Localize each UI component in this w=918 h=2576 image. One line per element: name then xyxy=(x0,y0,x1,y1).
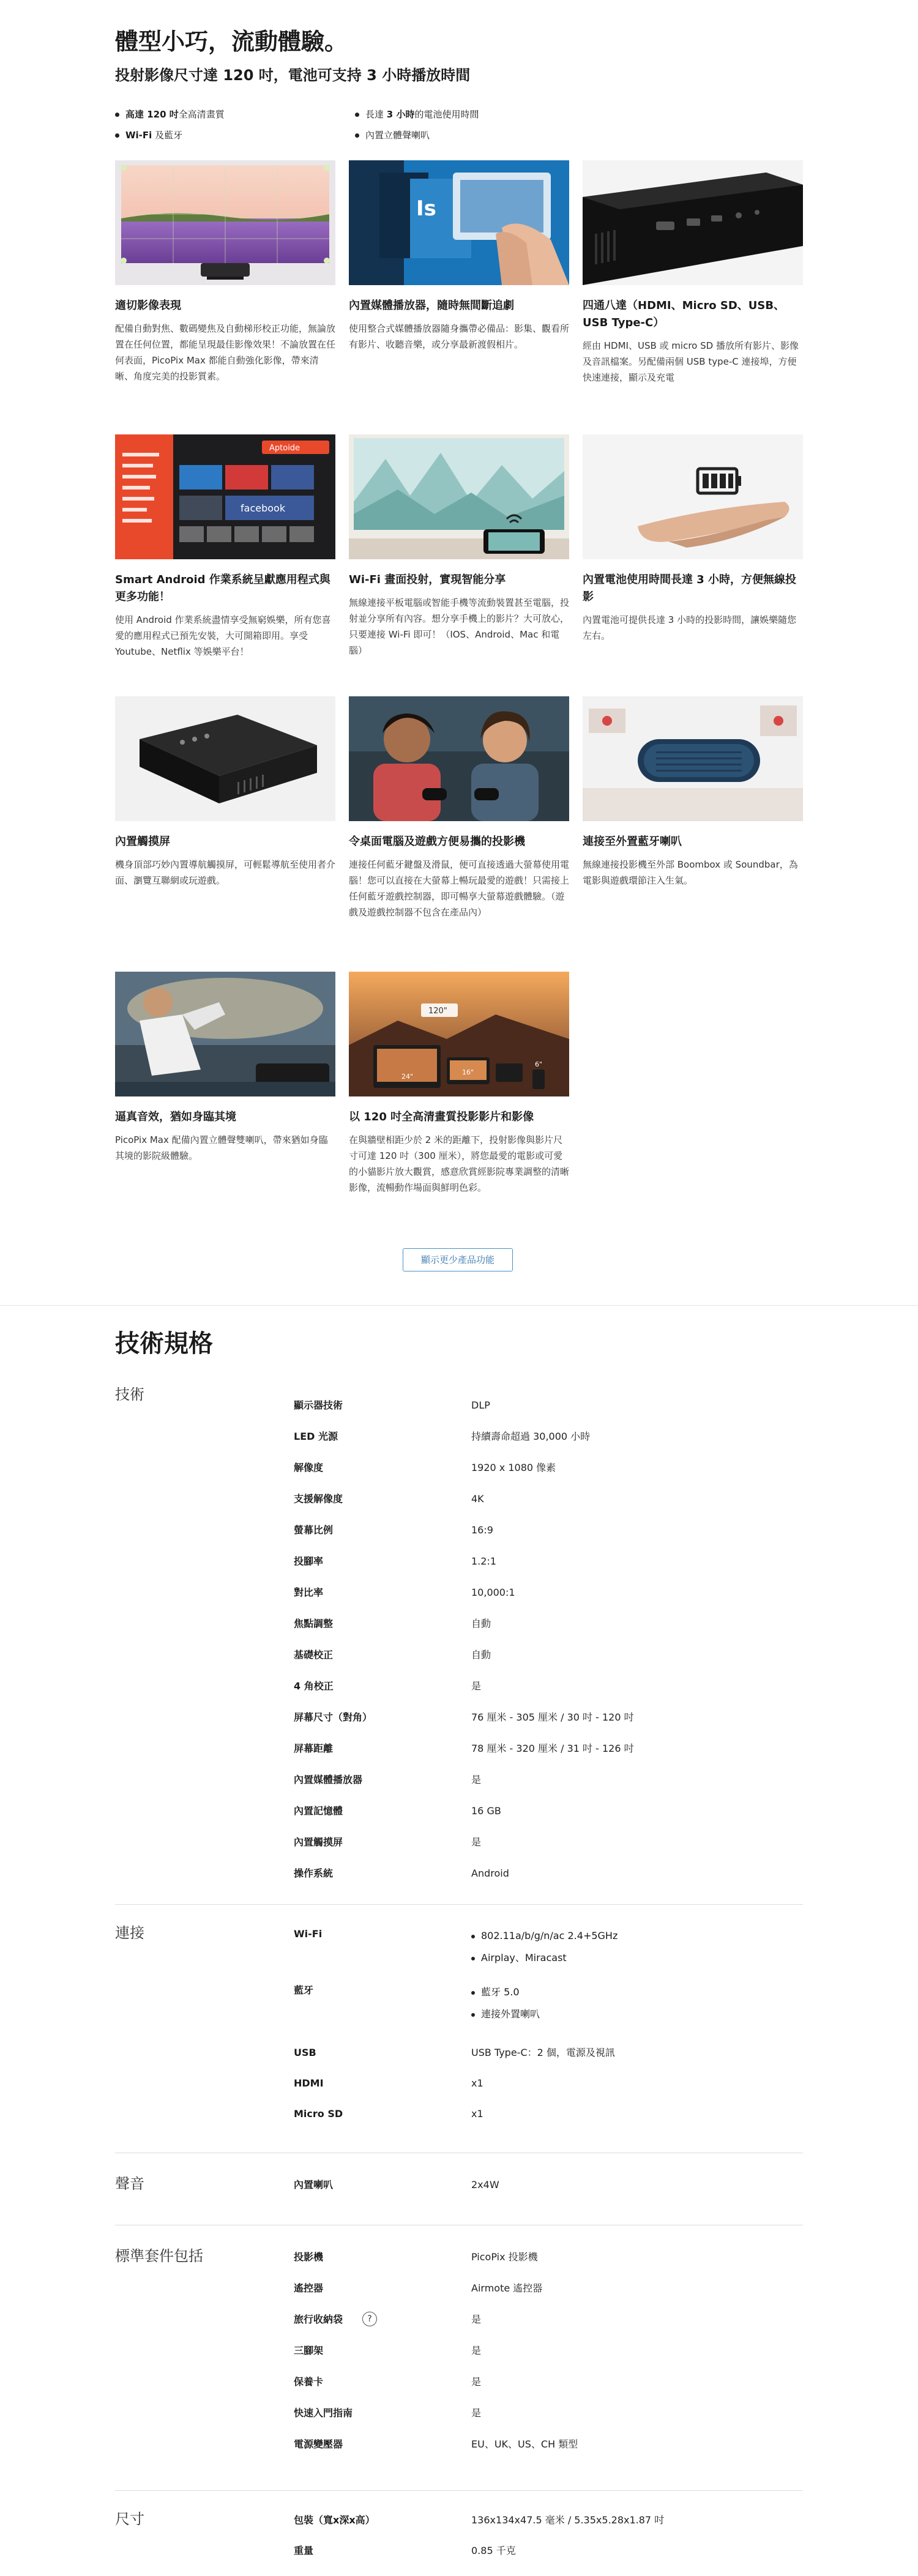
spec-row xyxy=(294,2170,803,2200)
spec-key: 內置媒體播放器 xyxy=(294,1774,363,1785)
spec-row xyxy=(294,1640,803,1670)
spec-value: 是 xyxy=(471,2314,482,2325)
feature-image-battery xyxy=(583,434,803,559)
spec-value: 是 xyxy=(471,1680,482,1692)
section-divider xyxy=(0,1305,918,1306)
spec-row xyxy=(294,2242,803,2273)
hero-title: 體型小巧，流動體驗。 xyxy=(115,28,348,55)
size-label-16: 16" xyxy=(462,1068,474,1076)
spec-value: Airmote 遙控器 xyxy=(471,2282,543,2294)
feature-card xyxy=(583,434,803,644)
feature-card xyxy=(115,160,335,384)
spec-key: 顯示器技術 xyxy=(294,1399,343,1411)
spec-key: 旅行收納袋 xyxy=(294,2314,343,2325)
spec-value-wifi xyxy=(471,1925,618,1969)
spec-value: 是 xyxy=(471,1774,482,1785)
feature-description: 配備自動對焦、數碼變焦及自動梯形校正功能，無論放置在任何位置，都能呈現最佳影像效果！不論放置在任何表面，PicoPix Max 都能自動強化影像，帶來清晰、角度完美的投影質素。 xyxy=(115,323,336,382)
spec-key: 投影機 xyxy=(294,2251,324,2263)
feature-card xyxy=(349,434,569,658)
spec-value: 76 厘米 - 305 厘米 / 30 吋 - 120 吋 xyxy=(471,1711,634,1723)
spec-group-title: 聲音 xyxy=(115,2175,144,2192)
spec-value-item: Airplay、Miracast xyxy=(471,1947,618,1969)
spec-key: 解像度 xyxy=(294,1462,324,1473)
feature-card xyxy=(349,972,569,1196)
spec-row xyxy=(294,2068,803,2099)
spec-key: 快速入門指南 xyxy=(294,2407,353,2419)
spec-row xyxy=(294,1546,803,1577)
spec-value: 4K xyxy=(471,1493,484,1505)
spec-value: 0.85 千克 xyxy=(471,2545,516,2556)
spec-key: 電源變壓器 xyxy=(294,2438,343,2450)
spec-value-item: 連接外置喇叭 xyxy=(471,2003,540,2025)
spec-row xyxy=(294,1484,803,1514)
spec-row xyxy=(294,1733,803,1764)
spec-row xyxy=(294,1858,803,1889)
facebook-tile: facebook xyxy=(241,502,286,514)
spec-value: 自動 xyxy=(471,1649,491,1661)
feature-description: 連接任何藍牙鍵盤及滑鼠，便可直接透過大螢幕使用電腦！您可以直接在大螢幕上暢玩最愛的遊戲！只需接上任何藍牙遊戲控制器，即可暢享大螢幕遊戲體驗。（遊戲及遊戲控制器不包含在產品內） xyxy=(349,859,570,918)
spec-key: 重量 xyxy=(294,2545,314,2556)
spec-group-title: 連接 xyxy=(115,1924,144,1941)
feature-image-lavender xyxy=(115,160,335,285)
feature-card xyxy=(115,696,335,888)
spec-row xyxy=(294,2099,803,2129)
group-divider xyxy=(115,1904,803,1905)
spec-value: 是 xyxy=(471,2407,482,2419)
feature-title: 適切影像表現 xyxy=(115,299,181,312)
spec-value: 2x4W xyxy=(471,2179,499,2191)
spec-key: Micro SD xyxy=(294,2108,343,2120)
spec-key: 內置觸摸屏 xyxy=(294,1836,343,1848)
feature-card xyxy=(115,434,335,660)
show-less-features-button[interactable]: 顯示更少產品功能 xyxy=(403,1248,513,1271)
spec-row xyxy=(294,1390,803,1421)
feature-title: 內置電池使用時間長達 3 小時，方便無線投影 xyxy=(583,573,797,603)
spec-value: 1920 x 1080 像素 xyxy=(471,1462,556,1473)
spec-key: 屏幕距離 xyxy=(294,1743,334,1754)
spec-key: 支援解像度 xyxy=(294,1493,343,1505)
spec-key: 三腳架 xyxy=(294,2345,324,2356)
feature-title: Smart Android 作業系統呈獻應用程式與更多功能！ xyxy=(115,573,330,603)
spec-value: 1.2:1 xyxy=(471,1555,497,1567)
size-label-120: 120" xyxy=(428,1007,447,1016)
spec-row xyxy=(294,1515,803,1546)
feature-image-gaming xyxy=(349,696,569,821)
spec-row xyxy=(294,2038,803,2068)
spec-key: 內置記憶體 xyxy=(294,1805,343,1817)
bullet-item: Wi-Fi 及藍牙 xyxy=(115,125,225,146)
spec-value: 持續壽命超過 30,000 小時 xyxy=(471,1431,591,1442)
spec-value-item: 藍牙 5.0 xyxy=(471,1981,540,2003)
help-question-icon[interactable]: ? xyxy=(362,2312,377,2326)
spec-row xyxy=(294,2398,803,2429)
spec-key: 4 角校正 xyxy=(294,1680,334,1692)
spec-group-title: 技術 xyxy=(115,1386,144,1403)
spec-key: USB xyxy=(294,2047,316,2058)
feature-title: 內置媒體播放器，隨時無間斷追劇 xyxy=(349,299,514,312)
feature-card xyxy=(583,696,803,888)
spec-key: 對比率 xyxy=(294,1587,324,1598)
spec-value-bluetooth xyxy=(471,1981,540,2025)
spec-row xyxy=(294,1827,803,1858)
spec-row xyxy=(294,2367,803,2397)
spec-row-bluetooth xyxy=(294,1975,803,2006)
size-label-24: 24" xyxy=(401,1073,414,1081)
spec-row xyxy=(294,2429,803,2460)
spec-value: Android xyxy=(471,1867,509,1879)
feature-image-media-player xyxy=(349,160,569,285)
feature-image-screen-mirroring xyxy=(349,434,569,559)
feature-card xyxy=(349,696,569,920)
feature-description: 無線連接平板電腦或智能手機等流動裝置甚至電腦，投射並分享所有內容。想分享手機上的影片？大可放心，只要連接 Wi-Fi 即可！（IOS、Android、Mac 和電腦） xyxy=(349,597,570,656)
spec-value-item: 802.11a/b/g/n/ac 2.4+5GHz xyxy=(471,1925,618,1947)
feature-card xyxy=(115,972,335,1164)
spec-value: 是 xyxy=(471,2345,482,2356)
feature-description: 使用 Android 作業系統盡情享受無窮娛樂，所有您喜愛的應用程式已預先安裝，大可開箱即用。享受 Youtube、Netflix 等娛樂平台！ xyxy=(115,614,331,657)
spec-key: LED 光源 xyxy=(294,1431,338,1442)
spec-key: 藍牙 xyxy=(294,1984,314,1996)
feature-title: 連接至外置藍牙喇叭 xyxy=(583,835,682,848)
feature-description: 使用整合式媒體播放器隨身攜帶必備品：影集、觀看所有影片、收聽音樂，或分享最新渡假相片。 xyxy=(349,323,570,350)
spec-key: 操作系統 xyxy=(294,1867,334,1879)
spec-value: 是 xyxy=(471,2376,482,2388)
spec-value: 78 厘米 - 320 厘米 / 31 吋 - 126 吋 xyxy=(471,1743,634,1754)
spec-group-title: 尺寸 xyxy=(115,2511,144,2528)
spec-value: 自動 xyxy=(471,1618,491,1629)
bullet-item: 長達 3 小時的電池使用時間 xyxy=(355,104,479,125)
feature-image-speaker xyxy=(583,696,803,821)
spec-value: USB Type-C：2 個，電源及視訊 xyxy=(471,2047,615,2058)
feature-description: PicoPix Max 配備內置立體聲雙喇叭，帶來猶如身臨其境的影院級體驗。 xyxy=(115,1134,328,1161)
feature-description: 機身頂部巧妙內置導航觸摸屏，可輕鬆導航至使用者介面、瀏覽互聯網或玩遊戲。 xyxy=(115,859,336,886)
feature-image-screen-sizes xyxy=(349,972,569,1096)
spec-row xyxy=(294,2536,803,2566)
spec-value: 是 xyxy=(471,1836,482,1848)
spec-value: 16:9 xyxy=(471,1524,493,1536)
spec-key: 投腳率 xyxy=(294,1555,324,1567)
spec-row xyxy=(294,1671,803,1702)
feature-title: 以 120 吋全高清畫質投影影片和影像 xyxy=(349,1111,534,1123)
spec-row xyxy=(294,1421,803,1452)
feature-description: 經由 HDMI、USB 或 micro SD 播放所有影片、影像及音訊檔案。另配備兩個 USB type-C 連接埠，方便快速連接，顯示及充電 xyxy=(583,340,799,383)
feature-title: 令桌面電腦及遊戲方便易攜的投影機 xyxy=(349,835,525,848)
spec-key: 內置喇叭 xyxy=(294,2179,334,2191)
feature-image-sound xyxy=(115,972,335,1096)
feature-title: Wi-Fi 畫面投射，實現智能分享 xyxy=(349,573,506,586)
spec-group-title: 標準套件包括 xyxy=(115,2247,203,2265)
spec-value: EU、UK、US、CH 類型 xyxy=(471,2438,578,2450)
spec-key: 遙控器 xyxy=(294,2282,324,2294)
feature-title: 四通八達（HDMI、Micro SD、USB、USB Type-C） xyxy=(583,299,785,329)
svg-text:Is: Is xyxy=(416,196,436,221)
feature-title: 內置觸摸屏 xyxy=(115,835,170,848)
spec-row xyxy=(294,2505,803,2536)
spec-value: 16 GB xyxy=(471,1805,501,1817)
spec-key: 焦點調整 xyxy=(294,1618,334,1629)
hero-section xyxy=(115,24,803,141)
spec-row xyxy=(294,1796,803,1826)
feature-description: 在與牆壁相距少於 2 米的距離下，投射影像與影片尺寸可達 120 吋（300 厘米），將您最愛的電影或可愛的小貓影片放大觀賞，感意欣賞經影院專業調整的清晰影像，流暢動作場面與鮮明色彩。 xyxy=(349,1134,570,1193)
spec-key: Wi-Fi xyxy=(294,1928,323,1940)
feature-title: 逼真音效，猶如身臨其境 xyxy=(115,1111,236,1123)
spec-key: 螢幕比例 xyxy=(294,1524,334,1536)
hero-subtitle: 投射影像尺寸達 120 吋，電池可支持 3 小時播放時間 xyxy=(115,67,471,84)
specs-title: 技術規格 xyxy=(115,1330,213,1358)
spec-key: HDMI xyxy=(294,2077,324,2089)
spec-value: PicoPix 投影機 xyxy=(471,2251,538,2263)
bullet-item: 高達 120 吋全高清畫質 xyxy=(115,104,225,125)
feature-image-android xyxy=(115,434,335,559)
feature-description: 無線連接投影機至外部 Boombox 或 Soundbar，為電影與遊戲環節注入生氣。 xyxy=(583,859,798,886)
spec-row xyxy=(294,1609,803,1639)
spec-row xyxy=(294,2304,803,2335)
feature-card xyxy=(583,160,803,385)
spec-key: 基礎校正 xyxy=(294,1649,334,1661)
feature-card xyxy=(349,160,569,352)
aptoide-logo: Aptoide xyxy=(269,444,300,453)
spec-row xyxy=(294,1702,803,1733)
feature-image-ports xyxy=(583,160,803,285)
feature-image-touchpad xyxy=(115,696,335,821)
spec-value: 10,000:1 xyxy=(471,1587,515,1598)
spec-key: 屏幕尺寸（對角） xyxy=(294,1711,373,1723)
spec-key: 保養卡 xyxy=(294,2376,324,2388)
spec-row xyxy=(294,1765,803,1795)
spec-value: x1 xyxy=(471,2108,483,2120)
feature-description: 內置電池可提供長達 3 小時的投影時間，讓娛樂隨您左右。 xyxy=(583,614,797,641)
spec-value: DLP xyxy=(471,1399,490,1411)
spec-value: 136x134x47.5 毫米 / 5.35x5.28x1.87 吋 xyxy=(471,2514,665,2526)
spec-row xyxy=(294,1577,803,1608)
spec-value: x1 xyxy=(471,2077,483,2089)
spec-row xyxy=(294,2336,803,2366)
spec-row xyxy=(294,2273,803,2304)
group-divider xyxy=(115,2490,803,2491)
spec-row xyxy=(294,1453,803,1483)
bullet-item: 內置立體聲喇叭 xyxy=(355,125,479,146)
size-label-6: 6" xyxy=(535,1060,543,1068)
spec-key: 包裝（寬x深x高） xyxy=(294,2514,375,2526)
